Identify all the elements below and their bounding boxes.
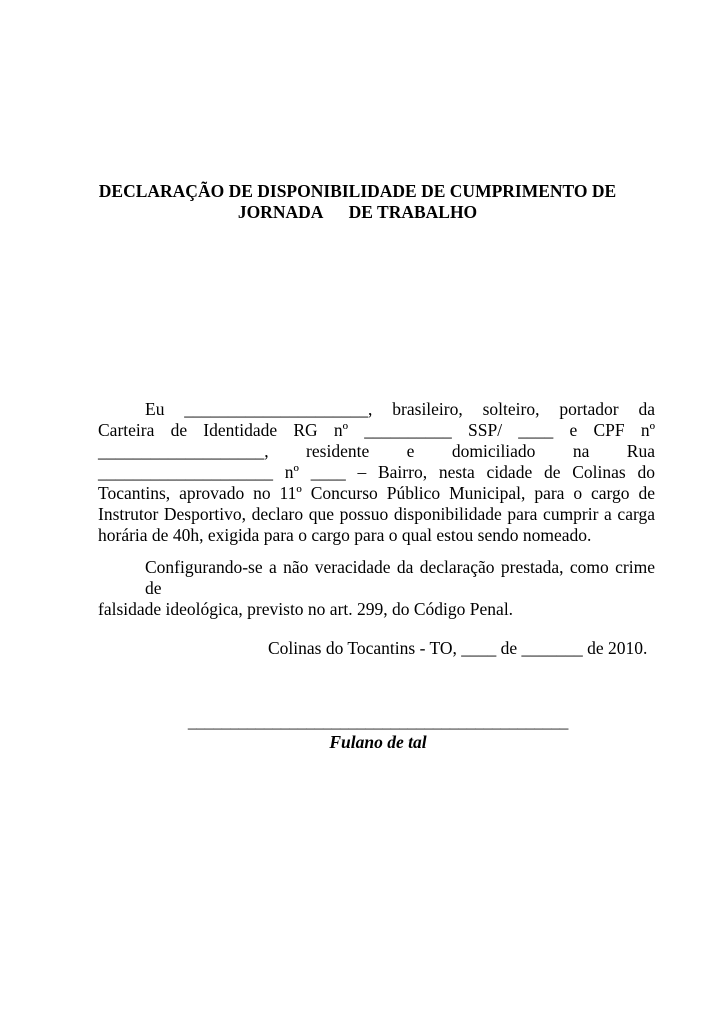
- signature-block: [178, 711, 578, 753]
- signature-rule-line: _____________________________________________: [187, 711, 569, 731]
- paragraph-declaration-line-6: Instrutor Desportivo, declaro que possuo disponibilidade para cumprir a carga: [98, 504, 655, 524]
- paragraph-penalty-line-1: Configurando-se a não veracidade da declaração prestada, como crime de: [145, 557, 655, 598]
- paragraph-penalty-line-2: falsidade ideológica, previsto no art. 299, do Código Penal.: [98, 599, 514, 619]
- document-title: [98, 181, 617, 223]
- title-line-1: DECLARAÇÃO DE DISPONIBILIDADE DE CUMPRIMENTO DE: [98, 181, 617, 201]
- paragraph-declaration-line-3: ___________________, residente e domiciliado na Rua: [98, 441, 655, 461]
- paragraph-declaration-line-2: Carteira de Identidade RG nº __________ SSP/ ____ e CPF nº: [98, 420, 655, 440]
- document-content: [98, 0, 655, 753]
- title-line-2: JORNADA DE TRABALHO: [237, 202, 478, 222]
- paragraph-penalty: [98, 557, 655, 620]
- paragraph-declaration-line-1: Eu _____________________, brasileiro, solteiro, portador da: [145, 399, 655, 419]
- signature-name: Fulano de tal: [329, 732, 427, 752]
- date-place-line: Colinas do Tocantins - TO, ____ de _______ de 2010.: [268, 638, 648, 658]
- paragraph-declaration: [98, 399, 655, 546]
- paragraph-declaration-line-5: Tocantins, aprovado no 11º Concurso Público Municipal, para o cargo de: [98, 483, 655, 503]
- paragraph-declaration-line-4: ____________________ nº ____ – Bairro, nesta cidade de Colinas do: [98, 462, 655, 482]
- paragraph-declaration-line-7: horária de 40h, exigida para o cargo para o qual estou sendo nomeado.: [98, 525, 592, 545]
